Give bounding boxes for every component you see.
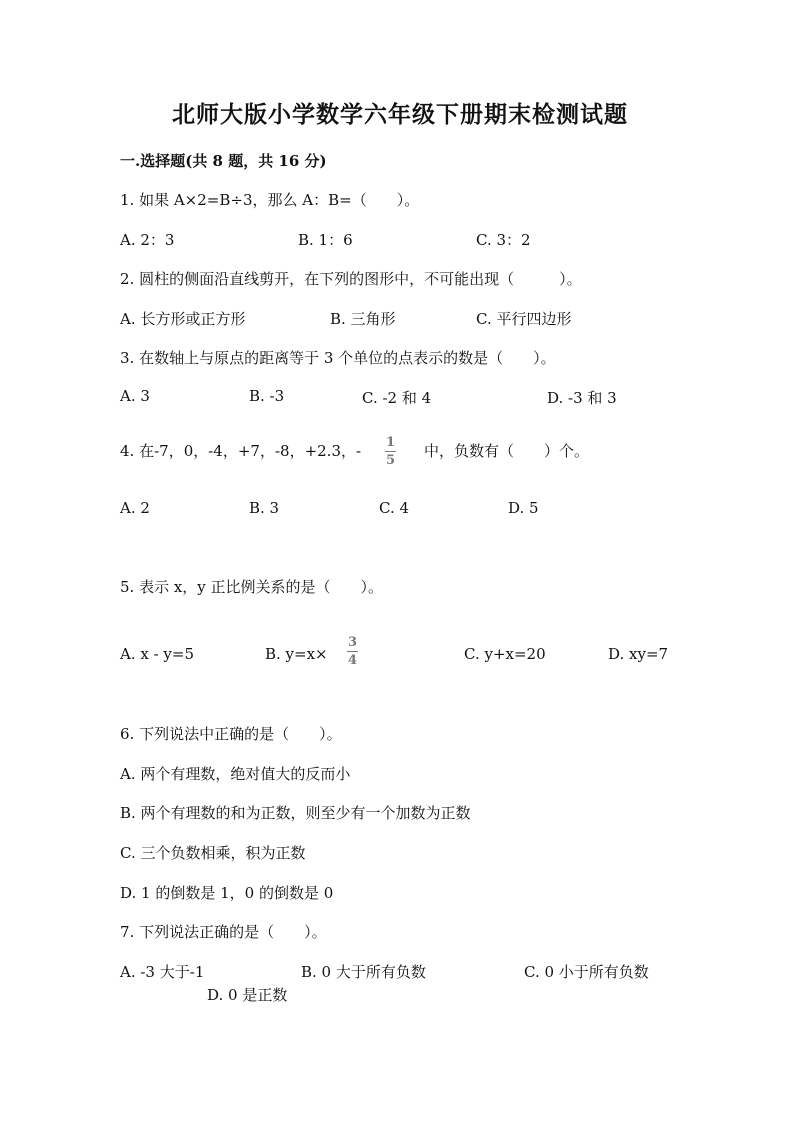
question-4-option-d: D. 5 bbox=[508, 499, 539, 517]
question-2-option-c: C. 平行四边形 bbox=[476, 310, 572, 328]
question-3-option-b: B. -3 bbox=[249, 387, 285, 405]
question-7-stem: 7. 下列说法正确的是（ ）。 bbox=[120, 923, 327, 941]
question-5-option-a: A. x - y=5 bbox=[120, 645, 195, 663]
question-7-option-b: B. 0 大于所有负数 bbox=[301, 963, 426, 981]
question-1-option-c: C. 3：2 bbox=[476, 231, 531, 249]
question-7-option-c: C. 0 小于所有负数 bbox=[524, 963, 649, 981]
question-1-option-a: A. 2：3 bbox=[120, 231, 175, 249]
question-1-stem: 1. 如果 A×2=B÷3，那么 A：B=（ ）。 bbox=[120, 191, 420, 209]
question-1-option-b: B. 1：6 bbox=[298, 231, 353, 249]
question-7-option-a: A. -3 大于-1 bbox=[120, 963, 205, 981]
question-2-option-a: A. 长方形或正方形 bbox=[120, 310, 246, 328]
question-3-option-d: D. -3 和 3 bbox=[547, 389, 617, 407]
question-6-option-a: A. 两个有理数，绝对值大的反而小 bbox=[120, 765, 351, 783]
fraction-denominator: 5 bbox=[385, 453, 396, 468]
fraction-numerator: 3 bbox=[347, 635, 358, 650]
fraction-denominator: 4 bbox=[347, 653, 358, 668]
question-4-option-c: C. 4 bbox=[379, 499, 410, 517]
question-5-stem: 5. 表示 x，y 正比例关系的是（ ）。 bbox=[120, 578, 384, 596]
question-6-option-b: B. 两个有理数的和为正数，则至少有一个加数为正数 bbox=[120, 804, 471, 822]
fraction-numerator: 1 bbox=[385, 435, 396, 450]
question-5-option-d: D. xy=7 bbox=[608, 645, 669, 663]
question-2-stem: 2. 圆柱的侧面沿直线剪开，在下列的图形中，不可能出现（ ）。 bbox=[120, 270, 582, 288]
question-5-option-c: C. y+x=20 bbox=[464, 645, 546, 663]
fraction-bar bbox=[385, 451, 396, 452]
section-heading: 一.选择题(共 8 题，共 16 分) bbox=[120, 152, 327, 170]
question-6-option-d: D. 1 的倒数是 1，0 的倒数是 0 bbox=[120, 884, 334, 902]
question-4-option-b: B. 3 bbox=[249, 499, 280, 517]
question-4-stem-after: 中，负数有（ ）个。 bbox=[424, 442, 590, 460]
question-4-fraction bbox=[385, 436, 396, 467]
question-6-stem: 6. 下列说法中正确的是（ ）。 bbox=[120, 725, 342, 743]
question-4-stem-before: 4. 在-7，0，-4，+7，-8，+2.3，- bbox=[120, 442, 362, 460]
question-5-option-b: B. y=x× bbox=[265, 645, 328, 663]
exam-title: 北师大版小学数学六年级下册期末检测试题 bbox=[172, 101, 628, 128]
question-7-option-d: D. 0 是正数 bbox=[207, 986, 288, 1004]
question-4-option-a: A. 2 bbox=[120, 499, 150, 517]
question-6-option-c: C. 三个负数相乘，积为正数 bbox=[120, 844, 306, 862]
question-2-option-b: B. 三角形 bbox=[330, 310, 396, 328]
question-3-option-a: A. 3 bbox=[120, 387, 150, 405]
question-3-stem: 3. 在数轴上与原点的距离等于 3 个单位的点表示的数是（ ）。 bbox=[120, 349, 556, 367]
question-5-option-b-fraction bbox=[347, 636, 358, 667]
fraction-bar bbox=[347, 651, 358, 652]
question-3-option-c: C. -2 和 4 bbox=[362, 389, 432, 407]
